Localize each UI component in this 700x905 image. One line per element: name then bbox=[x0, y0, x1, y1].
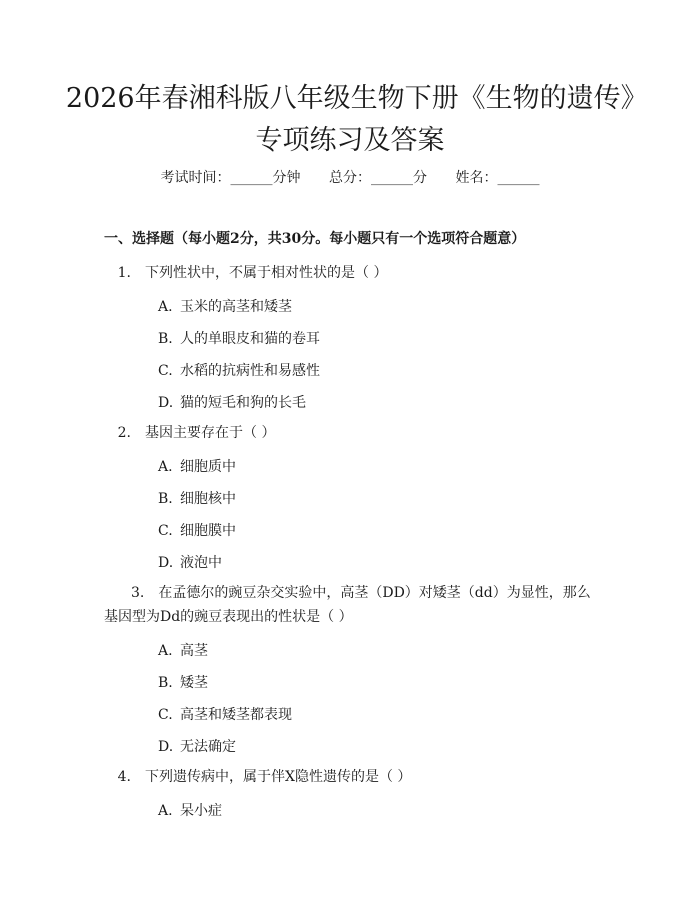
option-text: 水稻的抗病性和易感性 bbox=[180, 363, 320, 379]
option-text: 呆小症 bbox=[180, 803, 222, 819]
student-name: 姓名：______ bbox=[455, 170, 540, 186]
option-letter: C. bbox=[158, 707, 173, 723]
option-1d bbox=[158, 393, 306, 413]
option-2d bbox=[158, 553, 222, 573]
total-score: 总分：______分 bbox=[329, 170, 427, 186]
option-1a bbox=[158, 297, 292, 317]
option-letter: A. bbox=[158, 459, 173, 475]
option-letter: A. bbox=[158, 803, 173, 819]
document-title: 2026年春湘科版八年级生物下册《生物的遗传》专项练习及答案 bbox=[65, 83, 635, 156]
exam-time: 考试时间：______分钟 bbox=[160, 170, 301, 186]
option-3c bbox=[158, 705, 292, 725]
question-text: 下列遗传病中，属于伴X隐性遗传的是（ ） bbox=[145, 769, 412, 785]
option-letter: B. bbox=[158, 675, 173, 691]
option-letter: A. bbox=[158, 299, 173, 315]
option-letter: B. bbox=[158, 331, 173, 347]
option-text: 液泡中 bbox=[180, 555, 222, 571]
option-3d bbox=[158, 737, 236, 757]
option-letter: B. bbox=[158, 491, 173, 507]
option-letter: C. bbox=[158, 363, 173, 379]
question-text: 基因主要存在于（ ） bbox=[145, 425, 276, 441]
question-3 bbox=[104, 581, 600, 629]
option-text: 高茎和矮茎都表现 bbox=[180, 707, 292, 723]
option-1c bbox=[158, 361, 320, 381]
option-letter: D. bbox=[158, 739, 174, 755]
question-number: 1. bbox=[117, 265, 131, 281]
question-number: 4. bbox=[117, 769, 131, 785]
option-text: 人的单眼皮和猫的卷耳 bbox=[180, 331, 320, 347]
option-text: 细胞核中 bbox=[180, 491, 236, 507]
option-3b bbox=[158, 673, 208, 693]
option-letter: D. bbox=[158, 395, 174, 411]
option-letter: A. bbox=[158, 643, 173, 659]
option-letter: C. bbox=[158, 523, 173, 539]
section-heading: 一、选择题（每小题2分，共30分。每小题只有一个选项符合题意） bbox=[104, 231, 526, 247]
option-1b bbox=[158, 329, 320, 349]
question-number: 3. bbox=[131, 585, 145, 601]
question-4 bbox=[104, 765, 604, 789]
question-1 bbox=[104, 261, 604, 285]
option-text: 玉米的高茎和矮茎 bbox=[180, 299, 292, 315]
option-letter: D. bbox=[158, 555, 174, 571]
option-text: 矮茎 bbox=[180, 675, 208, 691]
option-text: 细胞质中 bbox=[180, 459, 236, 475]
question-text: 下列性状中，不属于相对性状的是（ ） bbox=[145, 265, 388, 281]
option-2c bbox=[158, 521, 236, 541]
question-text: 在孟德尔的豌豆杂交实验中，高茎（DD）对矮茎（dd）为显性，那么基因型为Dd的豌豆表现出的性状是（ ） bbox=[104, 585, 591, 625]
option-text: 细胞膜中 bbox=[180, 523, 236, 539]
option-text: 猫的短毛和狗的长毛 bbox=[180, 395, 306, 411]
option-3a bbox=[158, 641, 208, 661]
exam-meta bbox=[0, 168, 700, 188]
option-2b bbox=[158, 489, 236, 509]
option-text: 高茎 bbox=[180, 643, 208, 659]
option-text: 无法确定 bbox=[180, 739, 236, 755]
option-4a bbox=[158, 801, 222, 821]
option-2a bbox=[158, 457, 236, 477]
question-number: 2. bbox=[117, 425, 131, 441]
question-2 bbox=[104, 421, 604, 445]
